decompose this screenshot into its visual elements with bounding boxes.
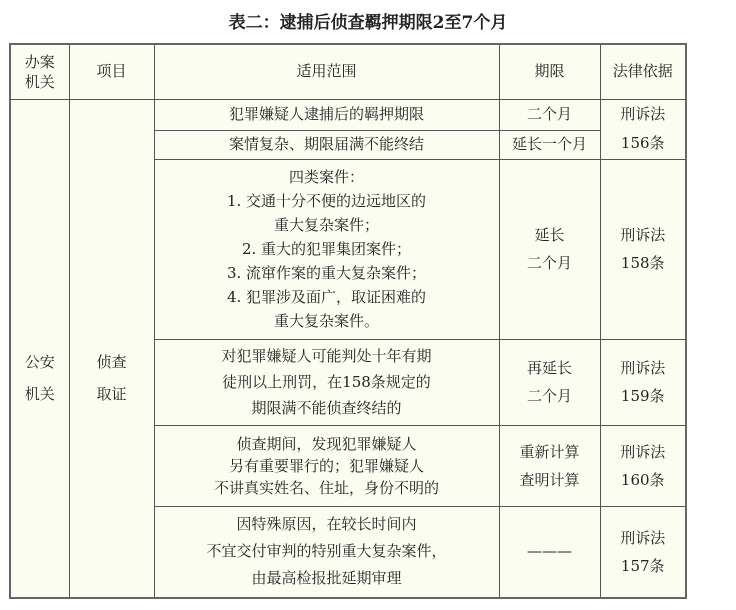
table-row bbox=[10, 99, 686, 130]
basis-cell: 刑诉法 158条 bbox=[600, 159, 686, 339]
scope-cell: 对犯罪嫌疑人可能判处十年有期 徒刑以上刑罚，在158条规定的 期限满不能侦查终结的 bbox=[154, 339, 499, 425]
scope-cell: 案情复杂、期限届满不能终结 bbox=[154, 130, 499, 159]
agency-cell: 公安 机关 bbox=[10, 99, 69, 598]
item-cell: 侦查 取证 bbox=[69, 99, 154, 598]
basis-cell: 刑诉法 160条 bbox=[600, 425, 686, 506]
scope-cell: 侦查期间，发现犯罪嫌疑人 另有重要罪行的；犯罪嫌疑人 不讲真实姓名、住址，身份不明的 bbox=[154, 425, 499, 506]
term-cell: 重新计算 查明计算 bbox=[499, 425, 600, 506]
header-term: 期限 bbox=[499, 44, 600, 99]
header-basis: 法律依据 bbox=[600, 44, 686, 99]
basis-cell: 刑诉法 157条 bbox=[600, 506, 686, 598]
detention-period-table bbox=[9, 43, 687, 599]
header-agency: 办案 机关 bbox=[10, 44, 69, 99]
basis-cell: 刑诉法 156条 bbox=[600, 99, 686, 159]
term-cell: 延长一个月 bbox=[499, 130, 600, 159]
basis-cell: 刑诉法 159条 bbox=[600, 339, 686, 425]
scope-cell: 因特殊原因，在较长时间内 不宜交付审判的特别重大复杂案件， 由最高检报批延期审理 bbox=[154, 506, 499, 598]
header-row bbox=[10, 44, 686, 99]
term-cell: 二个月 bbox=[499, 99, 600, 130]
scope-cell: 四类案件： 1. 交通十分不便的边远地区的 重大复杂案件； 2. 重大的犯罪集团案件； 3. 流窜作案的重大复杂案件； 4. 犯罪涉及面广，取证困难的 重大复杂案件。 bbox=[154, 159, 499, 339]
scope-cell: 犯罪嫌疑人逮捕后的羁押期限 bbox=[154, 99, 499, 130]
header-item: 项目 bbox=[69, 44, 154, 99]
term-cell: 再延长 二个月 bbox=[499, 339, 600, 425]
term-cell: 延长 二个月 bbox=[499, 159, 600, 339]
term-cell: ——— bbox=[499, 506, 600, 598]
header-scope: 适用范围 bbox=[154, 44, 499, 99]
table-title: 表二：逮捕后侦查羁押期限2至7个月 bbox=[228, 13, 508, 33]
